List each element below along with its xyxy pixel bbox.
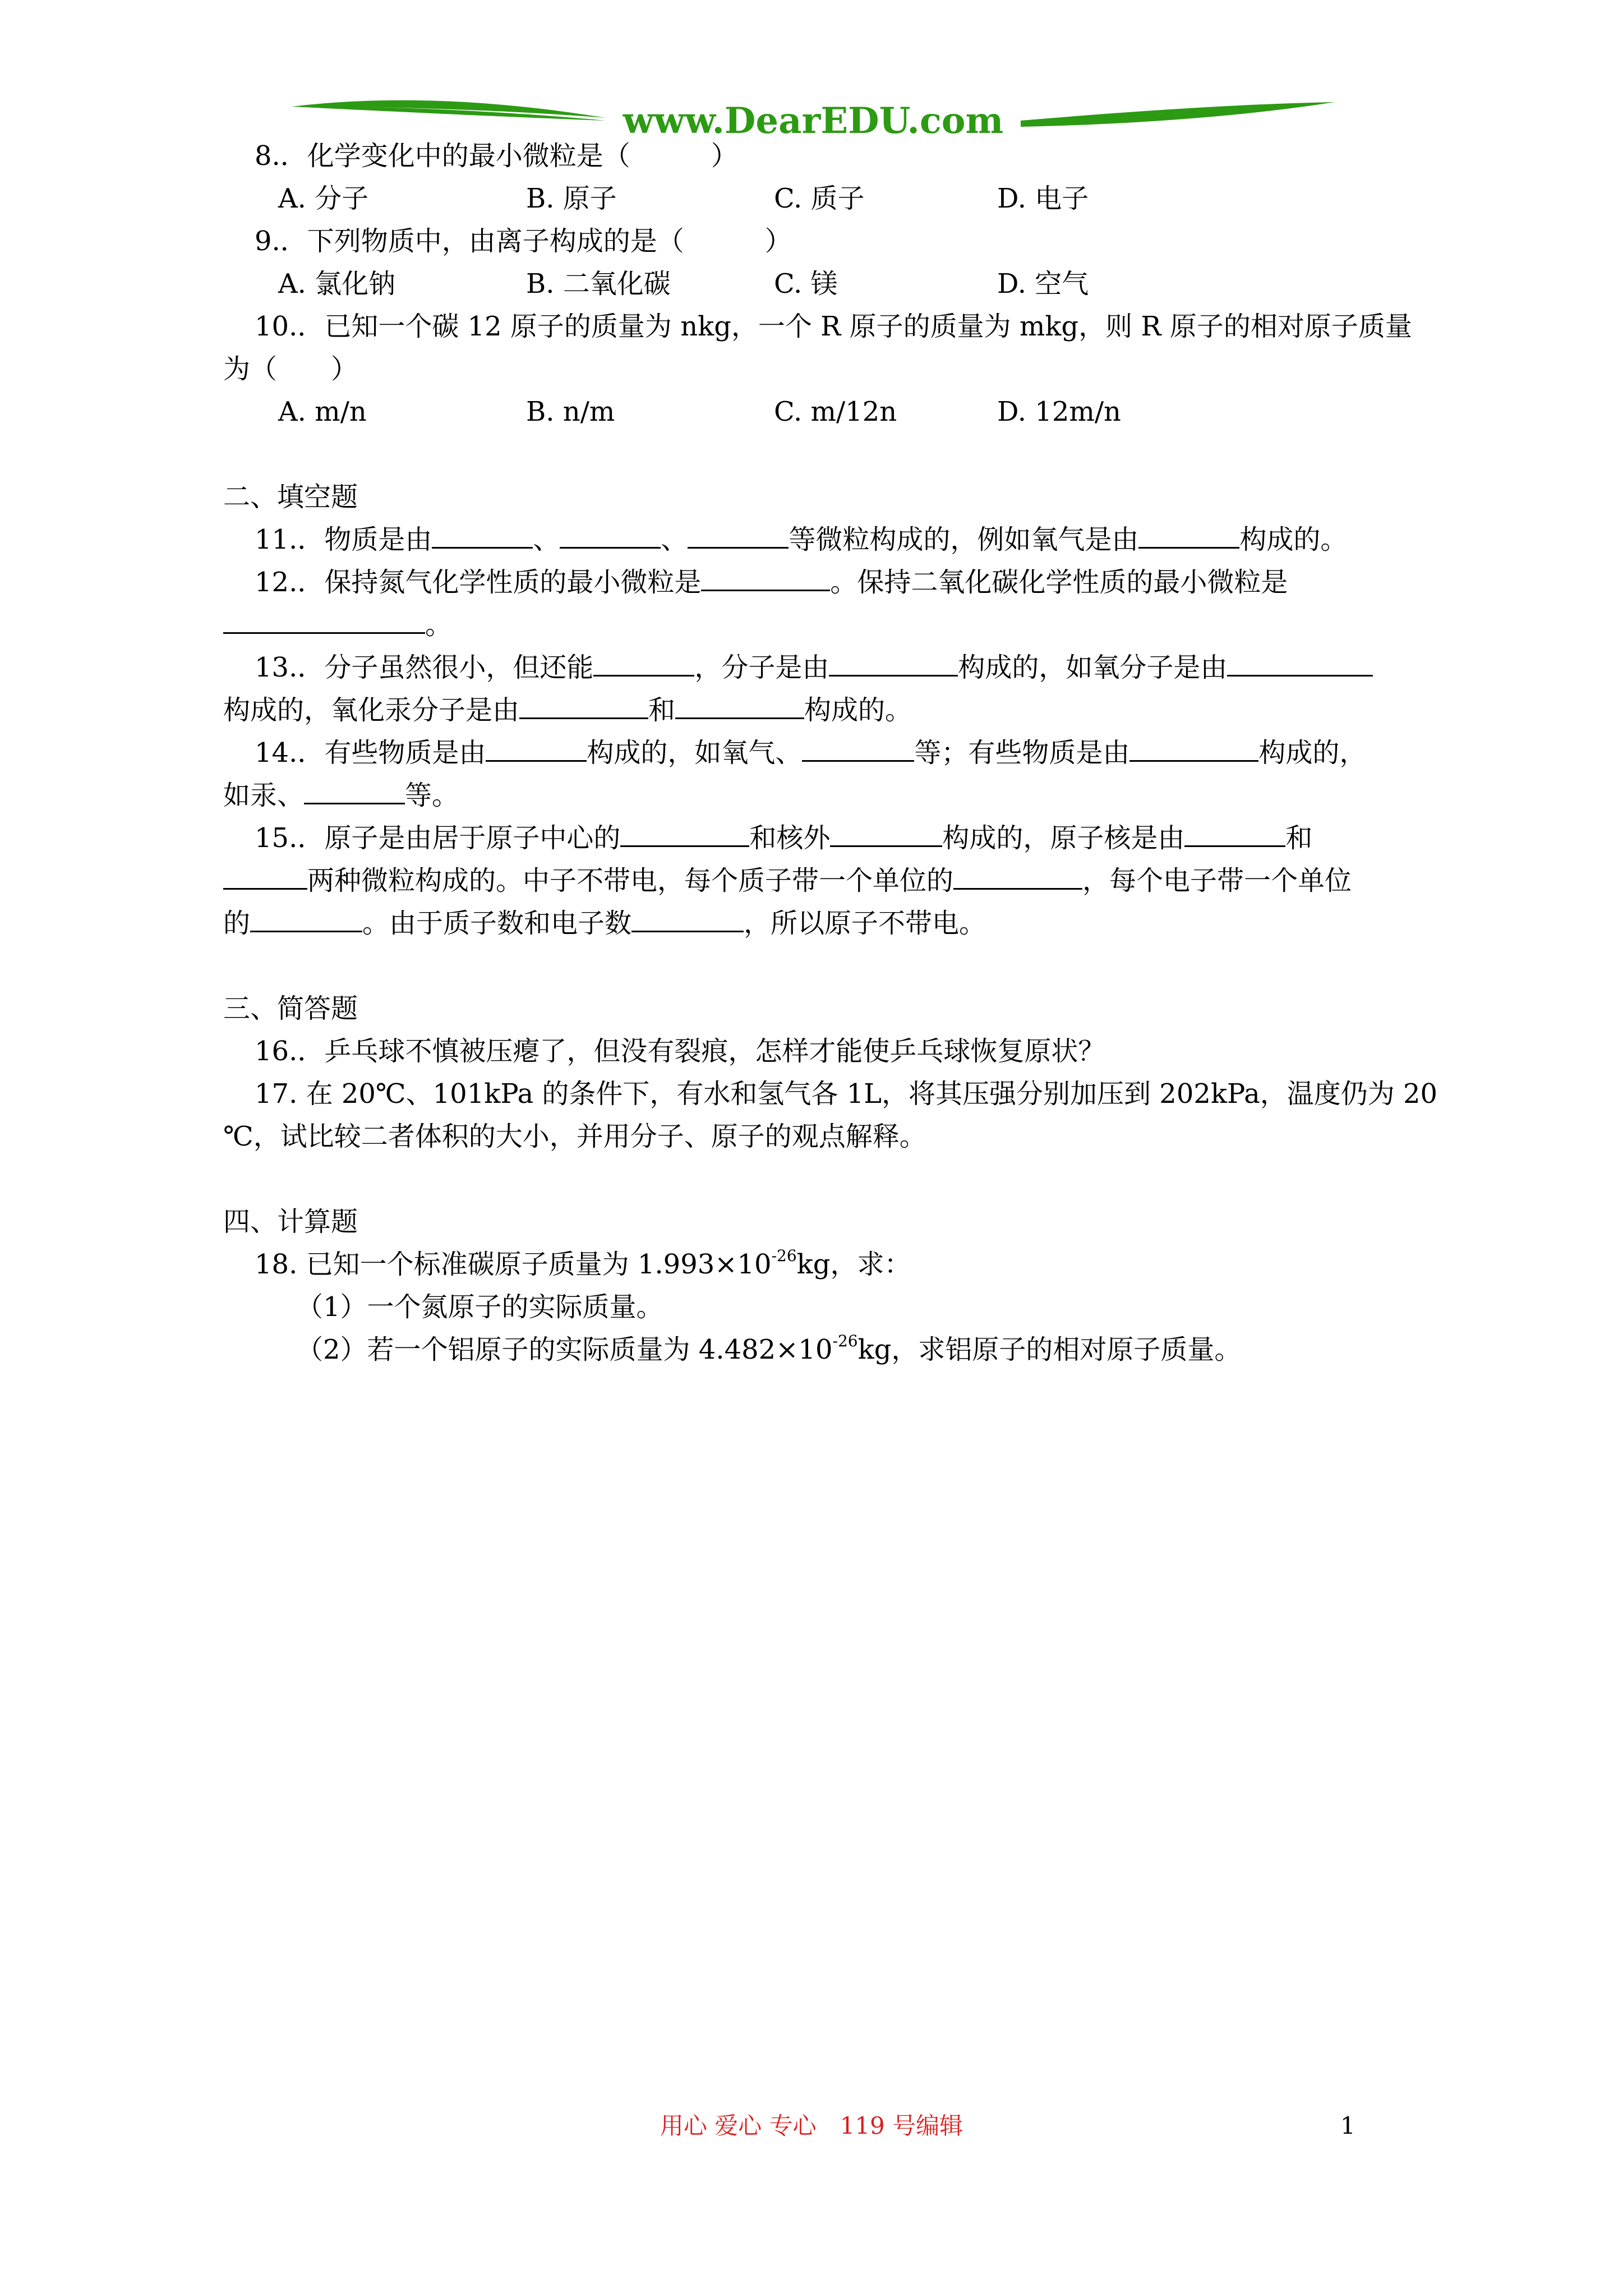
q13-text: 构成的。 xyxy=(804,694,912,726)
answer-blank xyxy=(675,715,804,719)
q15-text: 的 xyxy=(223,908,251,939)
q15-text: 和核外 xyxy=(749,822,831,854)
answer-blank xyxy=(688,545,789,549)
q13-text: 13.．分子虽然很小，但还能 xyxy=(255,652,594,683)
q15-text: 构成的，原子核是由 xyxy=(942,822,1185,854)
q11-text: 构成的。 xyxy=(1239,524,1348,555)
section-title-short-answer: 三、简答题 xyxy=(223,993,358,1024)
question-9: 9.．下列物质中，由离子构成的是（ ） xyxy=(255,226,792,257)
q14-text: 构成的，如氧气、 xyxy=(587,737,803,769)
answer-blank xyxy=(1227,673,1373,677)
option-c: C. 质子 xyxy=(774,183,865,214)
answer-blank xyxy=(223,630,425,634)
question-14-continued xyxy=(223,774,1423,817)
footer-text: 用心 爱心 专心 119 号编辑 xyxy=(660,2112,963,2139)
answer-blank xyxy=(432,545,533,549)
question-10-continued: 为（ ） xyxy=(223,353,358,385)
q13-text: 构成的，如氧分子是由 xyxy=(958,652,1228,683)
q15-text: 。由于质子数和电子数 xyxy=(362,908,632,939)
site-logo-text: www.DearEDU.com xyxy=(623,100,1004,142)
q12-text: 。 xyxy=(425,609,453,641)
question-8: 8.．化学变化中的最小微粒是（ ） xyxy=(255,140,738,172)
question-8-options xyxy=(223,177,1423,220)
q15-text: ，所以原子不带电。 xyxy=(744,908,986,939)
question-10: 10.．已知一个碳 12 原子的质量为 nkg，一个 R 原子的质量为 mkg，则 R 原子的相对原子质量 xyxy=(255,311,1412,342)
answer-blank xyxy=(223,886,307,890)
question-11 xyxy=(223,518,1423,561)
q11-text: 等微粒构成的，例如氧气是由 xyxy=(789,524,1139,555)
q15-text: 两种微粒构成的。中子不带电，每个质子带一个单位的 xyxy=(307,865,954,896)
answer-blank xyxy=(1138,545,1239,549)
question-18-part-1: （1）一个氮原子的实际质量。 xyxy=(296,1291,663,1323)
option-a: A. m/n xyxy=(278,396,367,427)
q15-text: ，每个电子带一个单位 xyxy=(1082,865,1352,896)
answer-blank xyxy=(560,545,661,549)
answer-blank xyxy=(519,715,648,719)
question-17: 17. 在 20℃、101kPa 的条件下，有水和氢气各 1L，将其压强分别加压到 202kPa，温度仍为 20 xyxy=(255,1078,1438,1110)
q18-part2-text: （2）若一个铝原子的实际质量为 4.482×10 xyxy=(296,1334,833,1365)
answer-blank xyxy=(304,800,405,804)
q14-text: 等；有些物质是由 xyxy=(914,737,1130,769)
answer-blank xyxy=(701,587,830,591)
answer-blank xyxy=(1184,843,1285,847)
option-b: B. 原子 xyxy=(526,183,617,214)
option-d: D. 电子 xyxy=(997,183,1089,214)
question-15-continued xyxy=(223,859,1423,902)
q11-text: 、 xyxy=(661,524,688,555)
answer-blank xyxy=(802,758,914,762)
option-a: A. 分子 xyxy=(278,183,369,214)
exponent: -26 xyxy=(832,1332,858,1350)
question-15-continued-2 xyxy=(223,902,1423,945)
option-c: C. 镁 xyxy=(774,268,838,300)
question-13 xyxy=(223,646,1423,689)
answer-blank xyxy=(631,928,744,932)
answer-blank xyxy=(830,843,942,847)
q18-part2-text: kg，求铝原子的相对原子质量。 xyxy=(857,1334,1242,1365)
q18-text: kg，求： xyxy=(796,1249,911,1280)
answer-blank xyxy=(250,928,362,932)
q14-text: 如汞、 xyxy=(223,780,305,811)
exponent: -26 xyxy=(771,1246,797,1265)
q11-text: 11.．物质是由 xyxy=(255,524,432,555)
document-body xyxy=(223,135,1438,1371)
question-16: 16.．乒乓球不慎被压瘪了，但没有裂痕，怎样才能使乒乓球恢复原状？ xyxy=(255,1036,1105,1067)
answer-blank xyxy=(593,673,694,677)
answer-blank xyxy=(1129,758,1258,762)
question-10-options xyxy=(223,390,1423,433)
section-title-fill-in: 二、填空题 xyxy=(223,481,358,513)
q18-text: 18. 已知一个标准碳原子质量为 1.993×10 xyxy=(255,1249,772,1280)
answer-blank xyxy=(953,886,1082,890)
question-13-continued xyxy=(223,689,1423,731)
option-a: A. 氯化钠 xyxy=(278,268,396,300)
question-18 xyxy=(223,1243,1423,1286)
q11-text: 、 xyxy=(533,524,560,555)
answer-blank xyxy=(620,843,749,847)
answer-blank xyxy=(829,673,958,677)
q13-text: ，分子是由 xyxy=(694,652,829,683)
section-title-calculation: 四、计算题 xyxy=(223,1206,358,1237)
option-d: D. 12m/n xyxy=(997,396,1121,427)
option-b: B. 二氧化碳 xyxy=(526,268,671,300)
option-d: D. 空气 xyxy=(997,268,1089,300)
option-c: C. m/12n xyxy=(774,396,897,427)
question-14 xyxy=(223,731,1423,774)
q12-text: 12.．保持氮气化学性质的最小微粒是 xyxy=(255,567,702,598)
question-18-part-2 xyxy=(223,1328,1423,1371)
q13-text: 构成的，氧化汞分子是由 xyxy=(223,694,520,726)
q14-text: 构成的， xyxy=(1258,737,1367,769)
question-15 xyxy=(223,817,1423,859)
question-12-continued xyxy=(223,604,1423,646)
q15-text: 15.．原子是由居于原子中心的 xyxy=(255,822,621,854)
question-17-continued: ℃，试比较二者体积的大小，并用分子、原子的观点解释。 xyxy=(223,1121,926,1152)
q12-text: 。保持二氧化碳化学性质的最小微粒是 xyxy=(830,567,1288,598)
question-12 xyxy=(223,561,1423,604)
q15-text: 和 xyxy=(1285,822,1313,854)
q13-text: 和 xyxy=(648,694,676,726)
q14-text: 等。 xyxy=(405,780,459,811)
answer-blank xyxy=(486,758,587,762)
question-9-options xyxy=(223,263,1423,305)
page-number: 1 xyxy=(1340,2112,1355,2139)
option-b: B. n/m xyxy=(526,396,615,427)
q14-text: 14.．有些物质是由 xyxy=(255,737,486,769)
